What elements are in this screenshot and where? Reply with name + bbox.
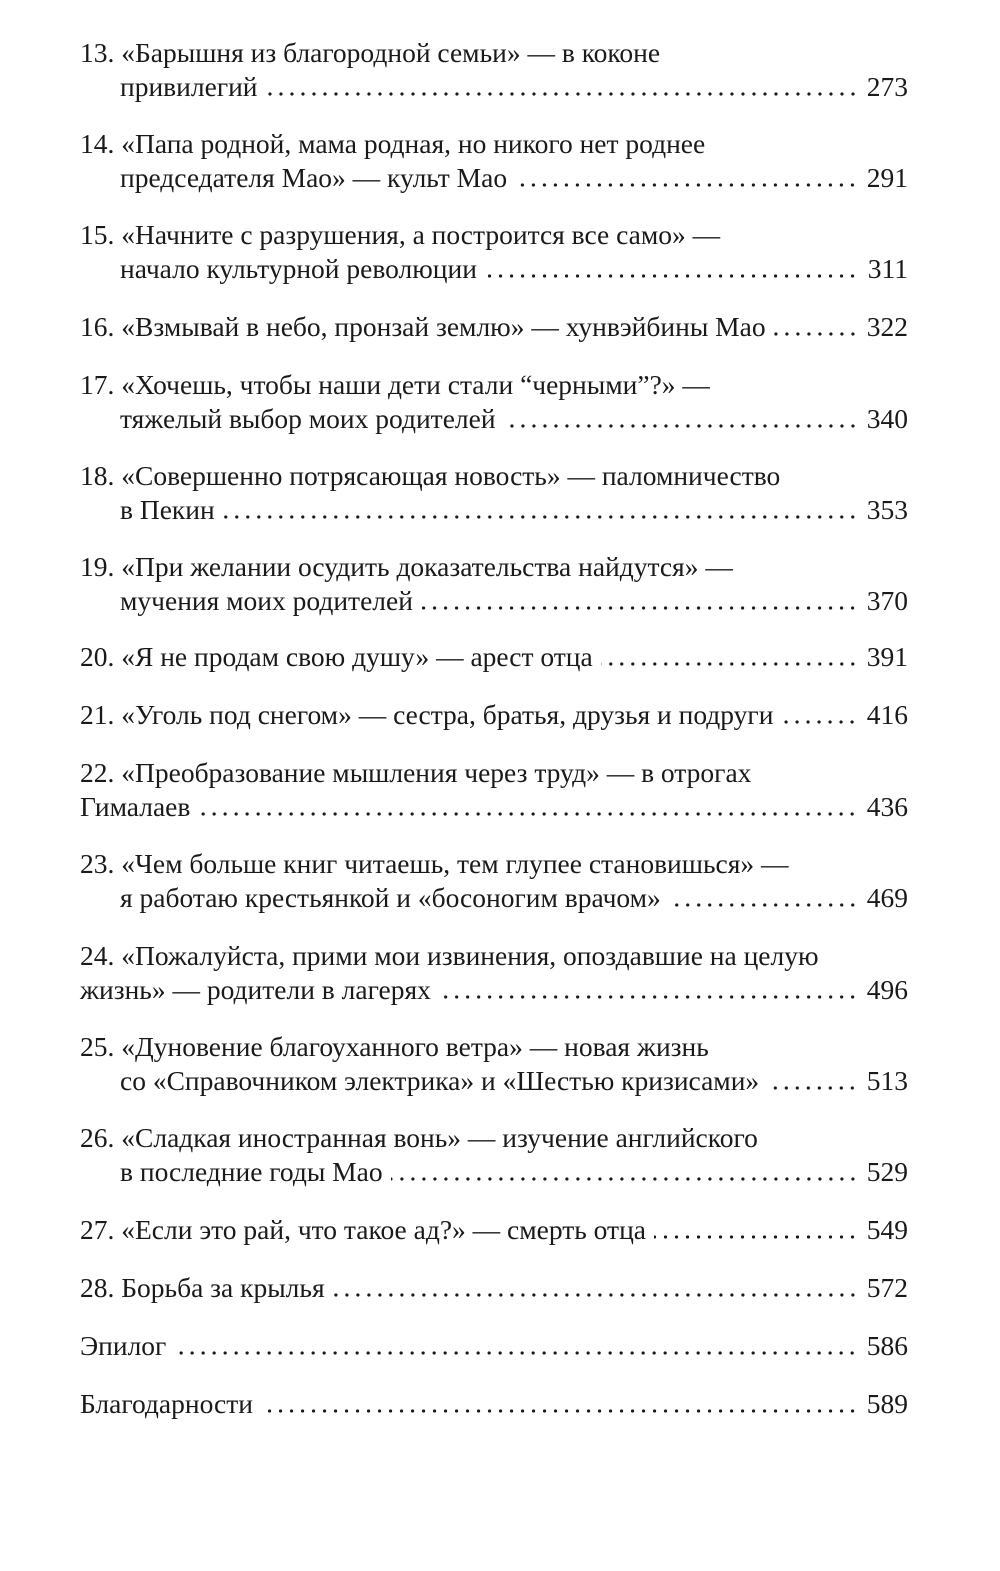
- toc-page-number: 391: [866, 641, 908, 672]
- toc-entry-line: [80, 36, 908, 70]
- toc-entry-line: [80, 756, 908, 790]
- toc-page-number: 273: [866, 71, 908, 102]
- toc-entry-line: [80, 973, 908, 1007]
- toc-entry-line: [80, 1030, 908, 1064]
- dot-leader: [767, 1086, 858, 1090]
- dot-leader: [669, 903, 858, 907]
- toc-page-number: 572: [866, 1272, 908, 1303]
- toc-entry-title: 18. «Совершенно потрясающая новость» — паломничество: [80, 460, 781, 491]
- toc-entry-line: [80, 790, 908, 824]
- toc-page-number: 529: [866, 1156, 908, 1187]
- dot-leader: [266, 92, 858, 96]
- toc-entry-title: 19. «При желании осудить доказательства найдутся» —: [80, 551, 733, 582]
- toc-entry-line: [80, 252, 908, 286]
- toc-entry-title: мучения моих родителей: [120, 585, 413, 616]
- toc-entry-line: [80, 1387, 908, 1421]
- toc-entry-line: [80, 881, 908, 915]
- toc-entry-title: 23. «Чем больше книг читаешь, тем глупее становишься» —: [80, 848, 789, 879]
- toc-page-number: 469: [866, 882, 908, 913]
- toc-entry[interactable]: [80, 756, 908, 824]
- toc-entry-title: председателя Мао» — культ Мао: [120, 162, 508, 193]
- toc-entry-title: 13. «Барышня из благородной семьи» — в коконе: [80, 37, 661, 68]
- toc-entry[interactable]: [80, 939, 908, 1007]
- toc-entry-title: 27. «Если это рай, что такое ад?» — смерть отца: [80, 1214, 646, 1245]
- toc-entry-title: 20. «Я не продам свою душу» — арест отца: [80, 641, 593, 672]
- toc-page-number: 589: [866, 1388, 908, 1419]
- toc-entry-title: 17. «Хочешь, чтобы наши дети стали “черными”?» —: [80, 369, 710, 400]
- toc-entry[interactable]: [80, 310, 908, 344]
- toc-entry-line: [80, 550, 908, 584]
- toc-page-number: 353: [866, 494, 908, 525]
- dot-leader: [198, 812, 858, 816]
- dot-leader: [601, 662, 858, 666]
- dot-leader: [515, 183, 858, 187]
- toc-entry[interactable]: [80, 1213, 908, 1247]
- toc-entry-title: 16. «Взмывай в небо, пронзай землю» — хунвэйбины Мао: [80, 311, 766, 342]
- toc-entry[interactable]: [80, 459, 908, 527]
- dot-leader: [391, 1177, 858, 1181]
- toc-entry[interactable]: [80, 368, 908, 436]
- toc-entry-title: со «Справочником электрика» и «Шестью кризисами»: [120, 1065, 760, 1096]
- dot-leader: [333, 1293, 858, 1297]
- toc-entry-line: [80, 127, 908, 161]
- toc-page-number: 370: [866, 585, 908, 616]
- toc-entry-title: 15. «Начните с разрушения, а построится все само» —: [80, 219, 721, 250]
- toc-entry-line: [80, 1271, 908, 1305]
- toc-page-number: 586: [866, 1330, 908, 1361]
- toc-entry[interactable]: [80, 550, 908, 618]
- toc-page-number: 496: [866, 974, 908, 1005]
- toc-page-number: 513: [866, 1065, 908, 1096]
- dot-leader: [439, 995, 858, 999]
- toc-entry-line: [80, 939, 908, 973]
- toc-entry-line: [80, 640, 908, 674]
- toc-entry[interactable]: [80, 640, 908, 674]
- toc-entry-line: [80, 70, 908, 104]
- toc-entry-line: [80, 493, 908, 527]
- toc-entry-line: [80, 1121, 908, 1155]
- toc-entry[interactable]: [80, 1121, 908, 1189]
- toc-entry-line: [80, 218, 908, 252]
- toc-entry-title: 28. Борьба за крылья: [80, 1272, 325, 1303]
- toc-page-number: 416: [866, 699, 908, 730]
- toc-entry-title: в Пекин: [120, 494, 215, 525]
- dot-leader: [261, 1409, 858, 1413]
- toc-entry-title: 21. «Уголь под снегом» — сестра, братья, друзья и подруги: [80, 699, 774, 730]
- toc-entry-title: 22. «Преобразование мышления через труд» — в отрогах: [80, 757, 752, 788]
- dot-leader: [781, 720, 858, 724]
- dot-leader: [485, 274, 858, 278]
- toc-page-number: 549: [866, 1214, 908, 1245]
- toc-entry[interactable]: [80, 218, 908, 286]
- toc-entry-line: [80, 698, 908, 732]
- toc-entry-line: [80, 459, 908, 493]
- toc-page-number: 322: [866, 311, 908, 342]
- toc-entry-line: [80, 1329, 908, 1363]
- toc-entry-title: 24. «Пожалуйста, прими мои извинения, опоздавшие на целую: [80, 940, 819, 971]
- toc-entry-line: [80, 584, 908, 618]
- dot-leader: [504, 424, 858, 428]
- toc-entry-line: [80, 1064, 908, 1098]
- toc-entry-title: 25. «Дуновение благоуханного ветра» — новая жизнь: [80, 1031, 709, 1062]
- toc-entry-title: Эпилог: [80, 1330, 167, 1361]
- toc-page-number: 340: [866, 403, 908, 434]
- dot-leader: [223, 515, 858, 519]
- toc-entry-line: [80, 847, 908, 881]
- toc-entry-line: [80, 1213, 908, 1247]
- toc-entry[interactable]: [80, 698, 908, 732]
- dot-leader: [774, 332, 858, 336]
- toc-entry[interactable]: [80, 847, 908, 915]
- toc-entry-line: [80, 1155, 908, 1189]
- toc-entry-title: в последние годы Мао: [120, 1156, 383, 1187]
- toc-entry[interactable]: [80, 1030, 908, 1098]
- toc-entry-line: [80, 310, 908, 344]
- toc-entry-title: тяжелый выбор моих родителей: [120, 403, 496, 434]
- toc-entry-title: начало культурной революции: [120, 253, 477, 284]
- toc-page-number: 291: [866, 162, 908, 193]
- toc-entry-title: я работаю крестьянкой и «босоногим врачом»: [120, 882, 661, 913]
- toc-entry-title: 26. «Сладкая иностранная вонь» — изучение английского: [80, 1122, 758, 1153]
- toc-entry-line: [80, 402, 908, 436]
- toc-entry-title: 14. «Папа родной, мама родная, но никого нет роднее: [80, 128, 706, 159]
- toc-entry-line: [80, 161, 908, 195]
- toc-entry[interactable]: [80, 1329, 908, 1363]
- dot-leader: [174, 1351, 858, 1355]
- toc-entry-line: [80, 368, 908, 402]
- dot-leader: [421, 606, 858, 610]
- toc-page-number: 311: [867, 253, 908, 284]
- toc-entry-title: привилегий: [120, 71, 258, 102]
- toc-entry[interactable]: [80, 127, 908, 195]
- toc-entry-title: жизнь» — родители в лагерях: [80, 974, 431, 1005]
- dot-leader: [654, 1235, 858, 1239]
- toc-entry[interactable]: [80, 1271, 908, 1305]
- toc-entry[interactable]: [80, 36, 908, 104]
- toc-entry-title: Гималаев: [80, 791, 191, 822]
- toc-page-number: 436: [866, 791, 908, 822]
- toc-entry[interactable]: [80, 1387, 908, 1421]
- toc-entry-title: Благодарности: [80, 1388, 253, 1419]
